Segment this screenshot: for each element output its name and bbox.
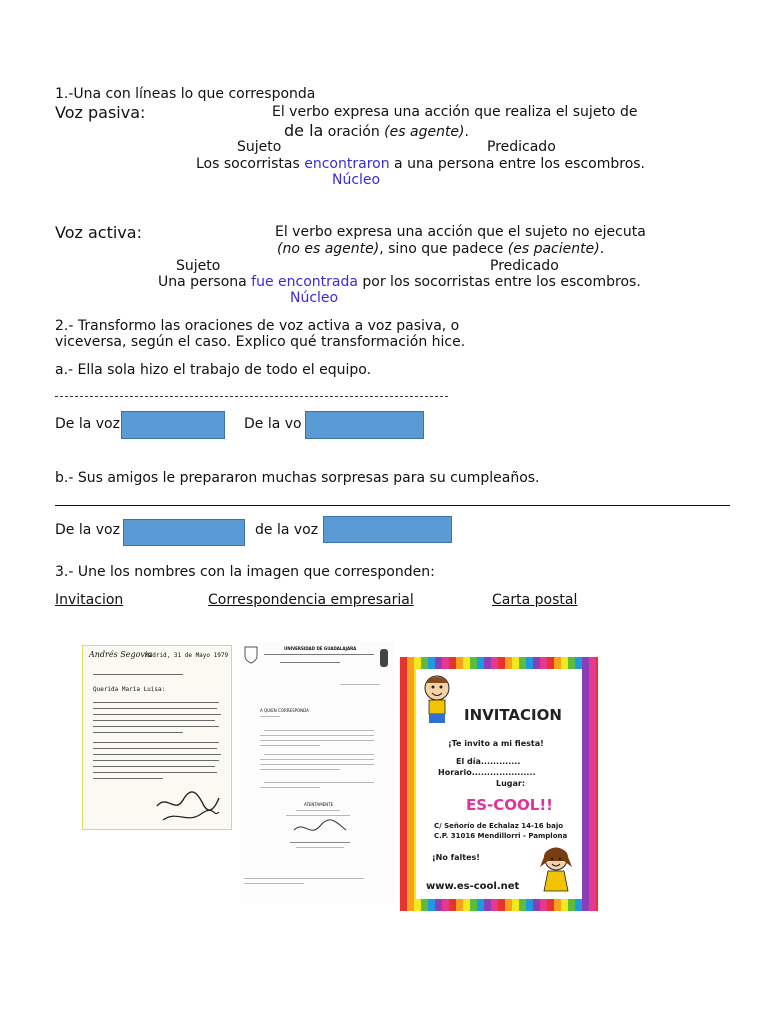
pasiva-example-verb: encontraron [304,156,390,172]
sentence-b: b.- Sus amigos le prepararon muchas sorpresas para su cumpleaños. [55,470,540,486]
invitation-line-day: El día............. [456,757,521,766]
department-logo-icon [378,648,390,668]
business-letter-image [240,642,394,904]
invitation-address-line2: C.P. 31016 Mendillorri - Pamplona [434,832,568,840]
activa-sujeto-label: Sujeto [176,258,221,274]
activa-example-subject: Una persona [158,274,252,290]
name-invitacion: Invitacion [55,592,124,608]
exercise-2-title-line1: 2.- Transformo las oraciones de voz activa a voz pasiva, o [55,318,460,334]
invitation-line-party: ¡Te invito a mi fiesta! [448,739,544,748]
pasiva-definition-line2 [284,121,469,141]
activa-definition-line2 [277,241,604,258]
answer-box-a-from[interactable] [121,411,225,439]
sentence-a: a.- Ella sola hizo el trabajo de todo el equipo. [55,362,372,378]
invitation-line-time: Horario..................... [438,768,536,777]
corp-closing: ATENTAMENTE [304,802,334,807]
voz-activa-label: Voz activa: [55,223,142,242]
invitation-brand: ES-COOL!! [466,796,554,814]
exercise-1-title: 1.-Una con líneas lo que corresponda [55,86,316,102]
activa-def-period: . [599,241,605,257]
pasiva-def-de-la: de la [284,121,324,140]
girl-cartoon-icon [534,845,578,899]
answer-box-b-to[interactable] [323,516,452,543]
invitation-card [416,669,582,899]
answer-line-b [55,505,730,506]
answer-box-b-from[interactable] [123,519,245,546]
exercise-3-title: 3.- Une los nombres con la imagen que corresponden: [55,564,435,580]
university-crest-icon [244,646,258,664]
letter-signature-name: Andrés Segovia [89,650,153,659]
sentence-b-to-voice-label: de la voz [255,522,319,538]
corp-signature-icon [290,818,350,840]
invitation-line-place: Lugar: [496,779,526,788]
pasiva-def-period: . [464,124,469,140]
pasiva-predicado-label: Predicado [487,139,556,155]
invitation-heading: INVITACION [464,706,562,724]
pasiva-def-es-agente: (es agente) [384,124,465,140]
activa-example-rest: por los socorristas entre los escombros. [357,274,641,290]
corp-recipient: A QUIEN CORRESPONDA [260,708,309,713]
boy-cartoon-icon [418,673,456,727]
activa-nucleo-label: Núcleo [290,290,339,306]
activa-def-padece: , sino que padece [379,241,508,257]
postal-letter-image [82,645,232,830]
pasiva-nucleo-label: Núcleo [332,172,381,188]
invitation-url: www.es-cool.net [426,881,520,892]
pasiva-sujeto-label: Sujeto [237,139,282,155]
invitation-image [400,657,598,911]
activa-definition-line1: El verbo expresa una acción que el sujeto no ejecuta [275,224,646,240]
activa-def-no-es-agente: (no es agente) [277,241,380,257]
sentence-b-from-voice-label: De la voz [55,522,120,538]
activa-def-es-paciente: (es paciente) [507,241,600,257]
name-carta-postal: Carta postal [492,592,578,608]
letter-greeting: Querida María Luisa: [93,686,166,693]
name-correspondencia-empresarial: Correspondencia empresarial [208,592,414,608]
activa-example-sentence [158,274,641,291]
voz-pasiva-label: Voz pasiva: [55,103,146,122]
pasiva-example-sentence [196,156,645,173]
corp-org-name: UNIVERSIDAD DE GUADALAJARA [284,646,357,651]
pasiva-example-rest: a una persona entre los escombros. [389,156,646,172]
exercise-2-title-line2: viceversa, según el caso. Explico qué transformación hice. [55,334,466,350]
invitation-address-line1: C/ Señorío de Echalaz 14-16 bajo [434,822,564,830]
pasiva-def-oracion: oración [323,124,385,140]
invitation-no-faltes: ¡No faltes! [432,853,480,862]
activa-example-verb: fue encontrada [251,274,358,290]
sentence-a-to-voice-label: De la vo [244,416,302,432]
sentence-a-from-voice-label: De la voz [55,416,120,432]
letter-signature-icon [153,788,223,828]
answer-box-a-to[interactable] [305,411,424,439]
pasiva-definition-line1: El verbo expresa una acción que realiza el sujeto de [272,104,638,120]
pasiva-example-subject: Los socorristas [196,156,305,172]
activa-predicado-label: Predicado [490,258,559,274]
answer-line-a [55,396,448,397]
letter-date: Madrid, 31 de Mayo 1979 [145,652,229,659]
